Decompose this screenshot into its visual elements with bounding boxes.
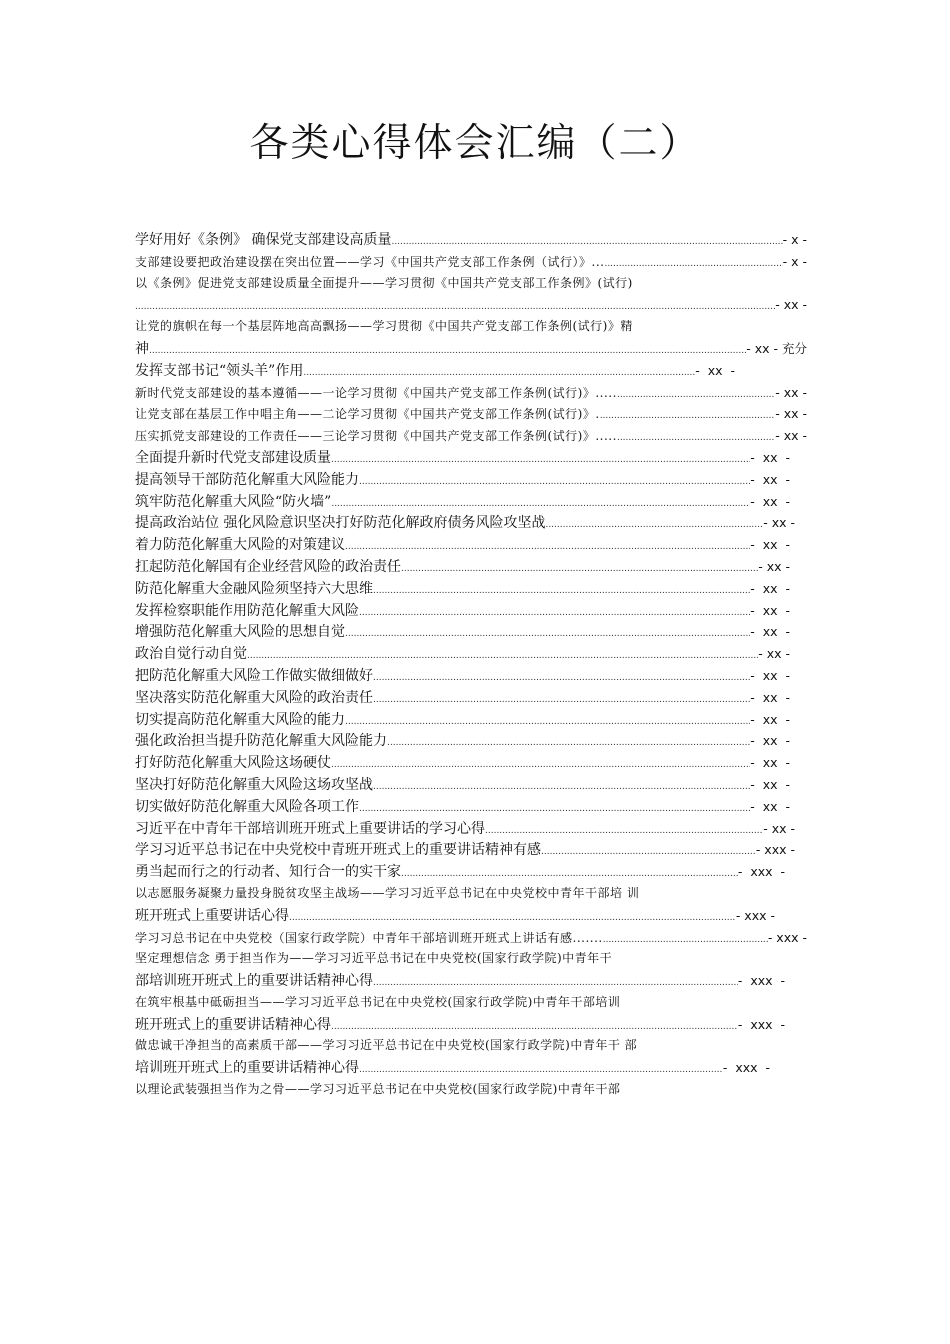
toc-entry-title: 全面提升新时代党支部建设质量 bbox=[135, 449, 331, 466]
toc-entry-title: 勇当起而行之的行动者、知行合一的实干家 bbox=[135, 864, 401, 881]
toc-entry-title: 部培训班开班式上的重要讲话精神心得 bbox=[135, 973, 373, 990]
toc-leader-dots bbox=[289, 908, 736, 927]
toc-page-number: - xx - bbox=[758, 558, 790, 574]
toc-leader-dots bbox=[331, 450, 750, 469]
toc-entry-title: 提高政治站位 强化风险意识坚决打好防范化解政府债务风险攻坚战 bbox=[135, 515, 546, 532]
toc-entry[interactable] bbox=[135, 425, 807, 447]
toc-leader-dots bbox=[391, 232, 782, 251]
toc-page-number: - xx - bbox=[750, 755, 790, 771]
toc-entry[interactable] bbox=[135, 774, 790, 796]
toc-leader-dots bbox=[401, 864, 738, 883]
toc-entry[interactable] bbox=[135, 970, 785, 992]
toc-entry-title: 让党的旗帜在每一个基层阵地高高飘扬——学习贯彻《中国共产党支部工作条例(试行)》精 bbox=[135, 319, 633, 334]
toc-entry-title: 着力防范化解重大风险的对策建议 bbox=[135, 537, 345, 554]
toc-leader-dots bbox=[247, 646, 758, 665]
toc-leader-dots bbox=[331, 494, 750, 513]
toc-entry-title: 政治自觉行动自觉 bbox=[135, 646, 247, 663]
toc-entry-title: 新时代党支部建设的基本遵循——一论学习贯彻《中国共产党支部工作条例(试行)》..... bbox=[135, 385, 617, 400]
toc-leader-dots bbox=[135, 297, 775, 316]
toc-entry-title: 以《条例》促进党支部建设质量全面提升——学习贯彻《中国共产党支部工作条例》(试行) bbox=[135, 275, 633, 290]
toc-entry[interactable] bbox=[135, 360, 735, 382]
toc-entry[interactable] bbox=[135, 839, 795, 861]
toc-page-number: - xx - 充分 bbox=[746, 340, 807, 356]
toc-entry[interactable] bbox=[135, 294, 807, 316]
toc-leader-dots bbox=[541, 842, 756, 861]
toc-leader-dots bbox=[604, 254, 782, 273]
toc-leader-dots bbox=[617, 428, 775, 447]
toc-page-number: - xx - bbox=[763, 515, 795, 531]
toc-entry[interactable] bbox=[135, 273, 807, 295]
toc-page-number: - xxx - bbox=[755, 842, 795, 858]
toc-leader-dots bbox=[387, 733, 750, 752]
toc-leader-dots bbox=[303, 363, 695, 382]
toc-entry[interactable] bbox=[135, 709, 790, 731]
toc-page-number: - xx - bbox=[750, 624, 790, 640]
toc-entry[interactable] bbox=[135, 905, 775, 927]
toc-entry[interactable] bbox=[135, 469, 790, 491]
toc-entry[interactable] bbox=[135, 512, 795, 534]
toc-leader-dots bbox=[603, 930, 768, 949]
toc-page-number: - xx - bbox=[775, 428, 807, 444]
toc-leader-dots bbox=[600, 406, 776, 425]
toc-entry[interactable] bbox=[135, 883, 807, 905]
toc-entry[interactable] bbox=[135, 491, 790, 513]
toc-entry[interactable] bbox=[135, 403, 807, 425]
toc-entry-title: 切实做好防范化解重大风险各项工作 bbox=[135, 798, 359, 815]
toc-leader-dots bbox=[359, 1060, 723, 1079]
toc-page-number: - xxx - bbox=[737, 1016, 785, 1032]
toc-page-number: - xxx - bbox=[735, 907, 775, 923]
toc-entry[interactable] bbox=[135, 251, 807, 273]
toc-entry[interactable] bbox=[135, 447, 790, 469]
toc-entry-title: 强化政治担当提升防范化解重大风险能力 bbox=[135, 733, 387, 750]
document-title: 各类心得体会汇编（二） bbox=[249, 121, 701, 166]
toc-entry[interactable] bbox=[135, 382, 807, 404]
toc-entry-title: 打好防范化解重大风险这场硬仗 bbox=[135, 755, 331, 772]
toc-page-number: - xx - bbox=[750, 798, 790, 814]
toc-entry-title: 把防范化解重大风险工作做实做细做好 bbox=[135, 667, 373, 684]
toc-entry[interactable] bbox=[135, 818, 795, 840]
toc-page-number: - xx - bbox=[750, 776, 790, 792]
toc-page-number: - xx - bbox=[750, 537, 790, 553]
toc-entry-title: 发挥支部书记“领头羊”作用 bbox=[135, 362, 304, 379]
toc-page-number: - xx - bbox=[750, 711, 790, 727]
toc-page-number: - xx - bbox=[750, 689, 790, 705]
toc-entry-title: 班开班式上的重要讲话精神心得 bbox=[135, 1016, 331, 1033]
toc-entry-title: 压实抓党支部建设的工作责任——三论学习贯彻《中国共产党支部工作条例(试行)》..... bbox=[135, 429, 617, 444]
toc-leader-dots bbox=[359, 472, 750, 491]
toc-entry[interactable] bbox=[135, 556, 790, 578]
toc-entry-title: 学好用好《条例》 确保党支部建设高质量 bbox=[135, 232, 392, 248]
toc-leader-dots bbox=[345, 712, 750, 731]
toc-entry[interactable] bbox=[135, 948, 807, 970]
toc-entry[interactable] bbox=[135, 861, 785, 883]
toc-entry[interactable] bbox=[135, 316, 807, 338]
toc-page-number: - xx - bbox=[750, 493, 790, 509]
toc-entry-title: 习近平在中青年干部培训班开班式上重要讲话的学习心得 bbox=[135, 820, 485, 837]
toc-page-number: - xx - bbox=[750, 733, 790, 749]
toc-entry[interactable] bbox=[135, 1014, 785, 1036]
toc-page-number: - x - bbox=[782, 253, 807, 269]
toc-entry-title: 扛起防范化解国有企业经营风险的政治责任 bbox=[135, 558, 401, 575]
toc-entry-title: 坚决打好防范化解重大风险这场攻坚战 bbox=[135, 776, 373, 793]
toc-entry[interactable] bbox=[135, 643, 790, 665]
toc-entry[interactable] bbox=[135, 338, 807, 360]
toc-leader-dots bbox=[617, 385, 775, 404]
toc-leader-dots bbox=[373, 581, 750, 600]
toc-entry-title: 支部建设要把政治建设摆在突出位置——学习《中国共产党支部工作条例（试行）》... bbox=[135, 254, 605, 269]
toc-page-number: - xx - bbox=[775, 384, 807, 400]
table-of-contents bbox=[135, 229, 807, 1101]
toc-leader-dots bbox=[345, 624, 750, 643]
toc-page-number: - xx - bbox=[750, 580, 790, 596]
toc-page-number: - xx - bbox=[750, 449, 790, 465]
toc-entry-title: 坚定理想信念 勇于担当作为——学习习近平总书记在中央党校(国家行政学院)中青年干 bbox=[135, 951, 613, 966]
toc-entry-title: 学习习近平总书记在中央党校中青班开班式上的重要讲话精神有感 bbox=[135, 842, 541, 859]
toc-entry-title: 让党支部在基层工作中唱主角——二论学习贯彻《中国共产党支部工作条例(试行)》. bbox=[135, 407, 600, 422]
toc-page-number: - xxx - bbox=[767, 929, 807, 945]
toc-entry[interactable] bbox=[135, 992, 807, 1014]
toc-page-number: - xx - bbox=[750, 667, 790, 683]
toc-leader-dots bbox=[345, 537, 750, 556]
toc-entry[interactable] bbox=[135, 534, 790, 556]
toc-entry-title: 筑牢防范化解重大风险“防火墙” bbox=[135, 493, 332, 510]
toc-entry-title: 神 bbox=[135, 340, 149, 357]
toc-leader-dots bbox=[373, 777, 750, 796]
toc-entry-title: 培训班开班式上的重要讲话精神心得 bbox=[135, 1060, 359, 1077]
toc-entry[interactable] bbox=[135, 1057, 770, 1079]
toc-entry-title: 防范化解重大金融风险须坚持六大思维 bbox=[135, 580, 373, 597]
toc-entry-title: 以志愿服务凝聚力量投身脱贫攻坚主战场——学习习近平总书记在中央党校中青年干部培 训 bbox=[135, 885, 640, 900]
toc-page-number: - xxx - bbox=[737, 973, 785, 989]
toc-entry[interactable] bbox=[135, 578, 790, 600]
toc-entry[interactable] bbox=[135, 752, 790, 774]
toc-entry[interactable] bbox=[135, 600, 790, 622]
toc-entry-title: 做忠诚干净担当的高素质干部——学习习近平总书记在中央党校(国家行政学院)中青年干 部 bbox=[135, 1038, 638, 1053]
toc-entry-title: 学习习总书记在中央党校（国家行政学院）中青年干部培训班开班式上讲话有感....... bbox=[135, 930, 603, 945]
toc-page-number: - xx - bbox=[758, 646, 790, 662]
toc-leader-dots bbox=[331, 755, 750, 774]
toc-leader-dots bbox=[331, 1017, 738, 1036]
toc-entry[interactable] bbox=[135, 796, 790, 818]
toc-page-number: - xx - bbox=[763, 820, 795, 836]
toc-leader-dots bbox=[359, 603, 750, 622]
toc-entry-title: 提高领导干部防范化解重大风险能力 bbox=[135, 471, 359, 488]
toc-entry-title: 以理论武装强担当作为之骨——学习习近平总书记在中央党校(国家行政学院)中青年干部 bbox=[135, 1082, 621, 1097]
toc-leader-dots bbox=[373, 973, 738, 992]
toc-page-number: - xx - bbox=[775, 406, 807, 422]
toc-leader-dots bbox=[359, 799, 750, 818]
toc-entry-title: 班开班式上重要讲话心得 bbox=[135, 907, 289, 924]
toc-entry[interactable] bbox=[135, 1079, 807, 1101]
toc-entry-title: 增强防范化解重大风险的思想自觉 bbox=[135, 624, 345, 641]
toc-leader-dots bbox=[149, 341, 746, 360]
toc-entry-title: 发挥检察职能作用防范化解重大风险 bbox=[135, 602, 359, 619]
toc-leader-dots bbox=[545, 515, 763, 534]
toc-leader-dots bbox=[373, 690, 750, 709]
toc-entry-title: 在筑牢根基中砥砺担当——学习习近平总书记在中央党校(国家行政学院)中青年干部培训 bbox=[135, 994, 621, 1009]
toc-page-number: - xx - bbox=[750, 602, 790, 618]
toc-entry[interactable] bbox=[135, 621, 790, 643]
toc-entry-title: 切实提高防范化解重大风险的能力 bbox=[135, 711, 345, 728]
toc-entry[interactable] bbox=[135, 1035, 807, 1057]
toc-entry-title: 坚决落实防范化解重大风险的政治责任 bbox=[135, 689, 373, 706]
toc-entry[interactable] bbox=[135, 730, 790, 752]
toc-entry[interactable] bbox=[135, 927, 807, 949]
toc-page-number: - xxx - bbox=[737, 864, 785, 880]
toc-page-number: - xx - bbox=[775, 297, 807, 313]
toc-leader-dots bbox=[373, 668, 750, 687]
toc-leader-dots bbox=[485, 821, 763, 840]
toc-page-number: - xx - bbox=[695, 362, 735, 378]
toc-page-number: - xxx - bbox=[722, 1060, 770, 1076]
toc-entry[interactable] bbox=[135, 687, 790, 709]
toc-leader-dots bbox=[401, 559, 758, 578]
toc-entry[interactable] bbox=[135, 229, 807, 251]
toc-page-number: - xx - bbox=[750, 471, 790, 487]
toc-entry[interactable] bbox=[135, 665, 790, 687]
toc-page-number: - x - bbox=[782, 232, 807, 247]
